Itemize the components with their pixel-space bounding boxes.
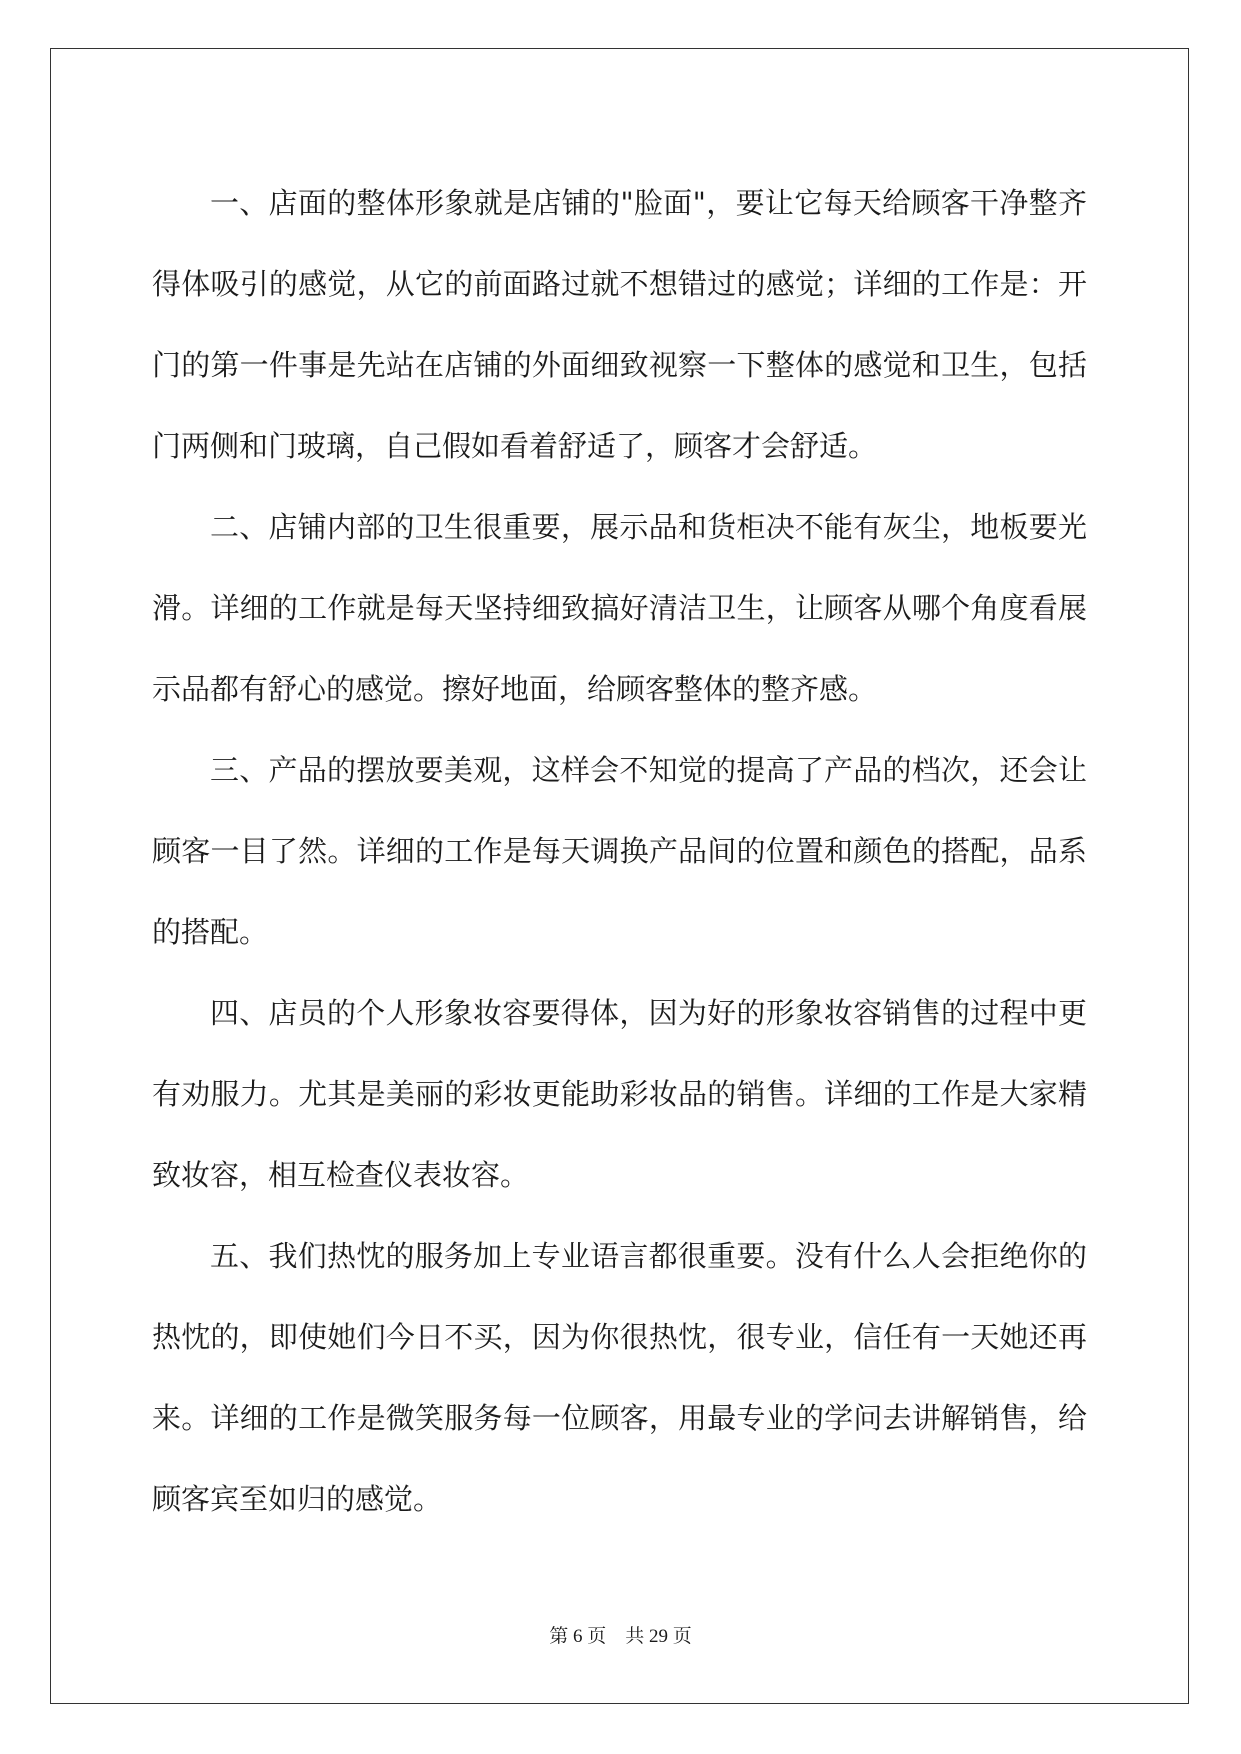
paragraph-2: 二、店铺内部的卫生很重要，展示品和货柜决不能有灰尘，地板要光滑。详细的工作就是每天坚持细致搞好清洁卫生，让顾客从哪个角度看展示品都有舒心的感觉。擦好地面，给顾客整体的整齐感。 xyxy=(152,510,1087,706)
paragraph-3: 三、产品的摆放要美观，这样会不知觉的提高了产品的档次，还会让顾客一目了然。详细的工作是每天调换产品间的位置和颜色的搭配，品系的搭配。 xyxy=(152,753,1087,949)
document-body xyxy=(152,163,1087,1540)
paragraph-1: 一、店面的整体形象就是店铺的"脸面"，要让它每天给顾客干净整齐得体吸引的感觉，从它的前面路过就不想错过的感觉；详细的工作是：开门的第一件事是先站在店铺的外面细致视察一下整体的感觉和卫生，包括门两侧和门玻璃，自己假如看着舒适了，顾客才会舒适。 xyxy=(152,186,1087,463)
page-number-footer: 第 6 页 共 29 页 xyxy=(549,1626,692,1647)
paragraph-5: 五、我们热忱的服务加上专业语言都很重要。没有什么人会拒绝你的热忱的，即使她们今日不买，因为你很热忱，很专业，信任有一天她还再来。详细的工作是微笑服务每一位顾客，用最专业的学问去讲解销售，给顾客宾至如归的感觉。 xyxy=(152,1239,1087,1516)
paragraph-4: 四、店员的个人形象妆容要得体，因为好的形象妆容销售的过程中更有劝服力。尤其是美丽的彩妆更能助彩妆品的销售。详细的工作是大家精致妆容，相互检查仪表妆容。 xyxy=(152,996,1087,1192)
